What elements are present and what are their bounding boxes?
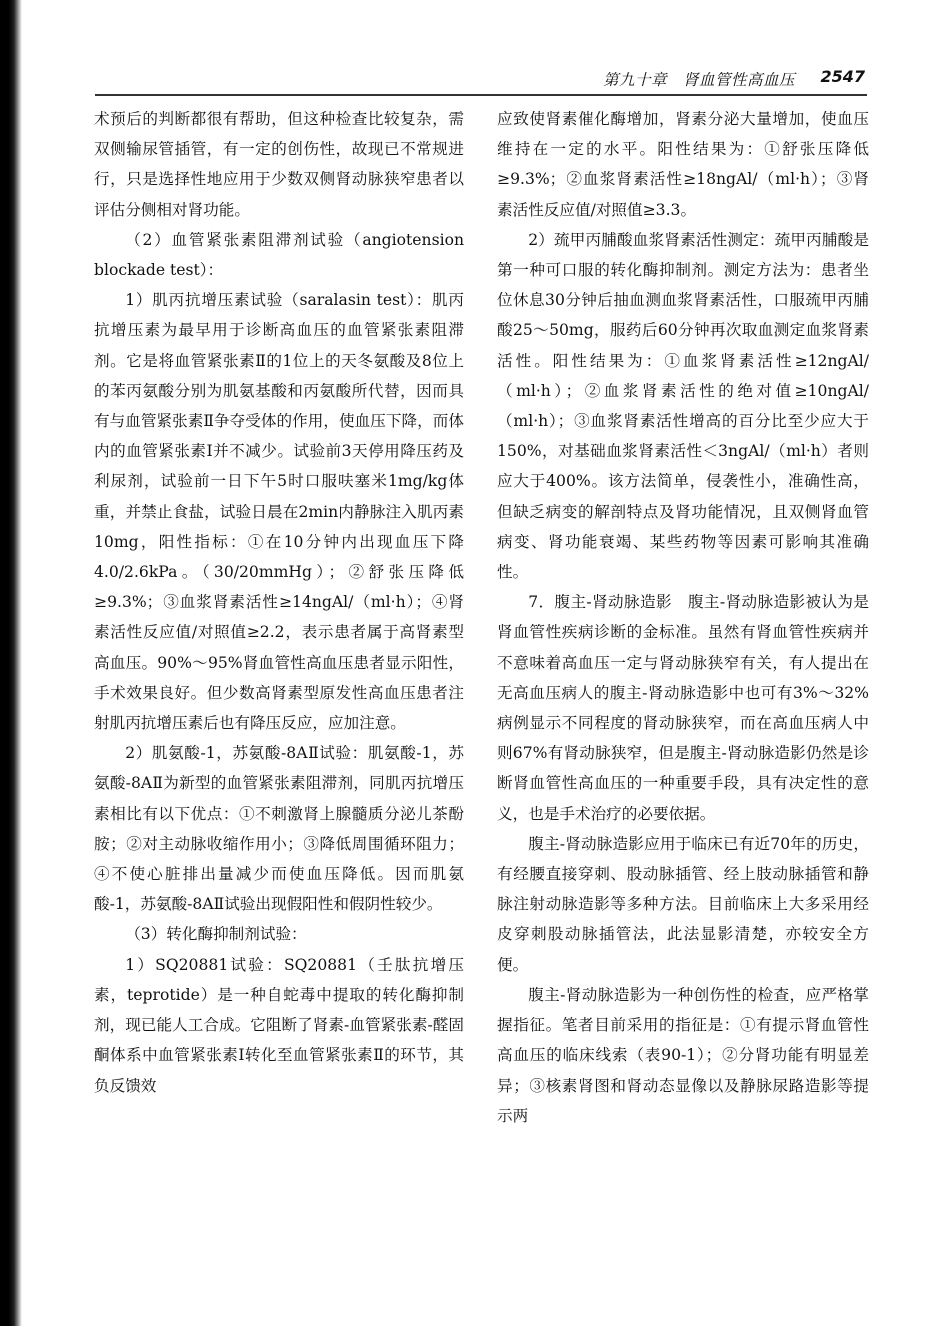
paragraph: （3）转化酶抑制剂试验： <box>125 925 307 944</box>
header-rule <box>95 94 867 96</box>
paragraph: 2）巯甲丙脯酸血浆肾素活性测定：巯甲丙脯酸是第一种可口服的转化酶抑制剂。测定方法为：患者坐位休息30分钟后抽血测血浆肾素活性，口服巯甲丙脯酸25～50mg，服药后60分钟再次取血测定血浆肾素活性。阳性结果为：①血浆肾素活性≥12ngAl/（ml·h）；②血浆肾素活性的绝对值≥10ngAl/（ml·h）；③血浆肾素活性增高的百分比至少应大于150%，对基础血浆肾素活性＜3ngAl/（ml·h）者则应大于400%。该方法简单，侵袭性小，准确性高，但缺乏病变的解剖特点及肾功能情况，且双侧肾血管病变、肾功能衰竭、某些药物等因素可影响其准确性。 <box>497 230 869 582</box>
paragraph: 1）肌丙抗增压素试验（saralasin test）：肌丙抗增压素为最早用于诊断高血压的血管紧张素阻滞剂。它是将血管紧张素Ⅱ的1位上的天冬氨酸及8位上的苯丙氨酸分别为肌氨基酸和丙氨酸所代替，因而具有与血管紧张素Ⅱ争夺受体的作用，使血压下降，而体内的血管紧张素Ⅰ并不减少。试验前3天停用降压药及利尿剂，试验前一日下午5时口服呋塞米1mg/kg体重，并禁止食盐，试验日晨在2min内静脉注入肌丙素10mg，阳性指标：①在10分钟内出现血压下降4.0/2.6kPa。（30/20mmHg）；②舒张压降低≥9.3%；③血浆肾素活性≥14ngAl/（ml·h）；④肾素活性反应值/对照值≥2.2，表示患者属于高肾素型高血压。90%～95%肾血管性高血压患者显示阳性，手术效果良好。但少数高肾素型原发性高血压患者注射肌丙抗增压素后也有降压反应，应加注意。 <box>94 291 464 733</box>
paragraph: 2）肌氨酸-1，苏氨酸-8AⅡ试验：肌氨酸-1，苏氨酸-8AⅡ为新型的血管紧张素阻滞剂，同肌丙抗增压素相比有以下优点：①不刺激肾上腺髓质分泌儿茶酚胺；②对主动脉收缩作用小；③降低周围循环阻力；④不使心脏排出量减少而使血压降低。因而肌氨酸-1，苏氨酸-8AⅡ试验出现假阳性和假阴性较少。 <box>94 744 464 914</box>
paragraph: 腹主-肾动脉造影应用于临床已有近70年的历史，有经腰直接穿刺、股动脉插管、经上肢动脉插管和静脉注射动脉造影等多种方法。目前临床上大多采用经皮穿刺股动脉插管法，此法显影清楚，亦较安全方便。 <box>497 834 869 974</box>
right-column <box>497 104 869 1131</box>
chapter-title: 第九十章 肾血管性高血压 <box>602 71 795 89</box>
page-number: 2547 <box>820 67 865 86</box>
running-header <box>95 68 865 92</box>
paragraph: 术预后的判断都很有帮助，但这种检查比较复杂，需双侧输尿管插管，有一定的创伤性，故现已不常规进行，只是选择性地应用于少数双侧肾动脉狭窄患者以评估分侧相对肾功能。 <box>94 110 464 219</box>
paragraph: （2）血管紧张素阻滞剂试验（angiotension blockade test）： <box>94 230 464 280</box>
paragraph: 腹主-肾动脉造影为一种创伤性的检查，应严格掌握指征。笔者目前采用的指征是：①有提示肾血管性高血压的临床线索（表90-1）；②分肾功能有明显差异；③核素肾图和肾动态显像以及静脉尿路造影等提示两 <box>497 985 869 1125</box>
paragraph: 7．腹主-肾动脉造影 腹主-肾动脉造影被认为是肾血管性疾病诊断的金标准。虽然有肾血管性疾病并不意味着高血压一定与肾动脉狭窄有关，有人提出在无高血压病人的腹主-肾动脉造影中也可有3%～32%病例显示不同程度的肾动脉狭窄，而在高血压病人中则67%有肾动脉狭窄，但是腹主-肾动脉造影仍然是诊断肾血管性高血压的一种重要手段，具有决定性的意义，也是手术治疗的必要依据。 <box>497 593 869 823</box>
paragraph: 1）SQ20881试验：SQ20881（壬肽抗增压素，teprotide）是一种自蛇毒中提取的转化酶抑制剂，现已能人工合成。它阻断了肾素-血管紧张素-醛固酮体系中血管紧张素Ⅰ转化至血管紧张素Ⅱ的环节，其负反馈效 <box>94 955 464 1095</box>
paragraph: 应致使肾素催化酶增加，肾素分泌大量增加，使血压维持在一定的水平。阳性结果为：①舒张压降低≥9.3%；②血浆肾素活性≥18ngAl/（ml·h）；③肾素活性反应值/对照值≥3.3。 <box>497 110 869 219</box>
left-column <box>94 104 464 1101</box>
scan-edge-shadow <box>0 0 22 1326</box>
